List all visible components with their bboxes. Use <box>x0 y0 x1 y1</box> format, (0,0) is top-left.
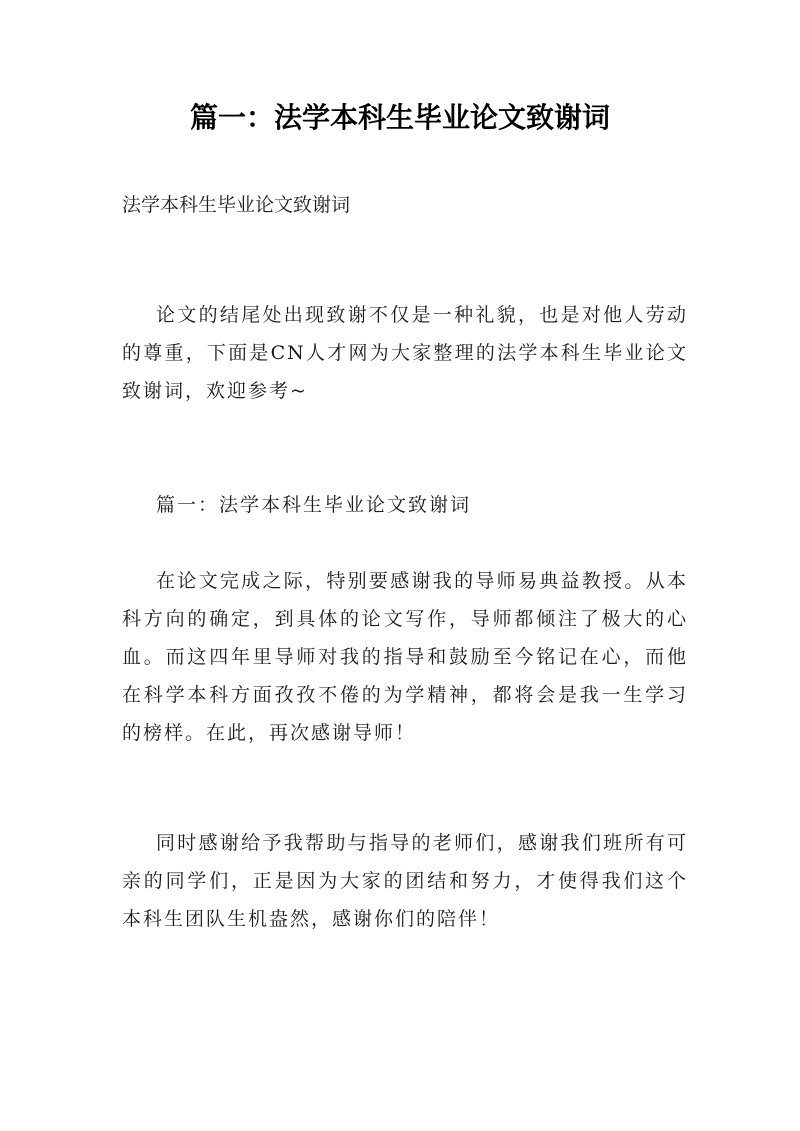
paragraph-intro: 论文的结尾处出现致谢不仅是一种礼貌，也是对他人劳动的尊重，下面是CN人才网为大家整理的法学本科生毕业论文致谢词，欢迎参考~ <box>122 304 688 402</box>
paragraph-thanks-advisor: 在论文完成之际，特别要感谢我的导师易典益教授。从本科方向的确定，到具体的论文写作，导师都倾注了极大的心血。而这四年里导师对我的指导和鼓励至今铭记在心，而他在科学本科方面孜孜不倦的为学精神，都将会是我一生学习的榜样。在此，再次感谢导师！ <box>122 570 688 744</box>
document-subtitle: 法学本科生毕业论文致谢词 <box>122 194 351 216</box>
document-title: 篇一：法学本科生毕业论文致谢词 <box>189 101 610 134</box>
paragraph-thanks-classmates: 同时感谢给予我帮助与指导的老师们，感谢我们班所有可亲的同学们，正是因为大家的团结和努力，才使得我们这个本科生团队生机盎然，感谢你们的陪伴！ <box>122 832 688 930</box>
section-heading: 篇一：法学本科生毕业论文致谢词 <box>156 494 472 516</box>
